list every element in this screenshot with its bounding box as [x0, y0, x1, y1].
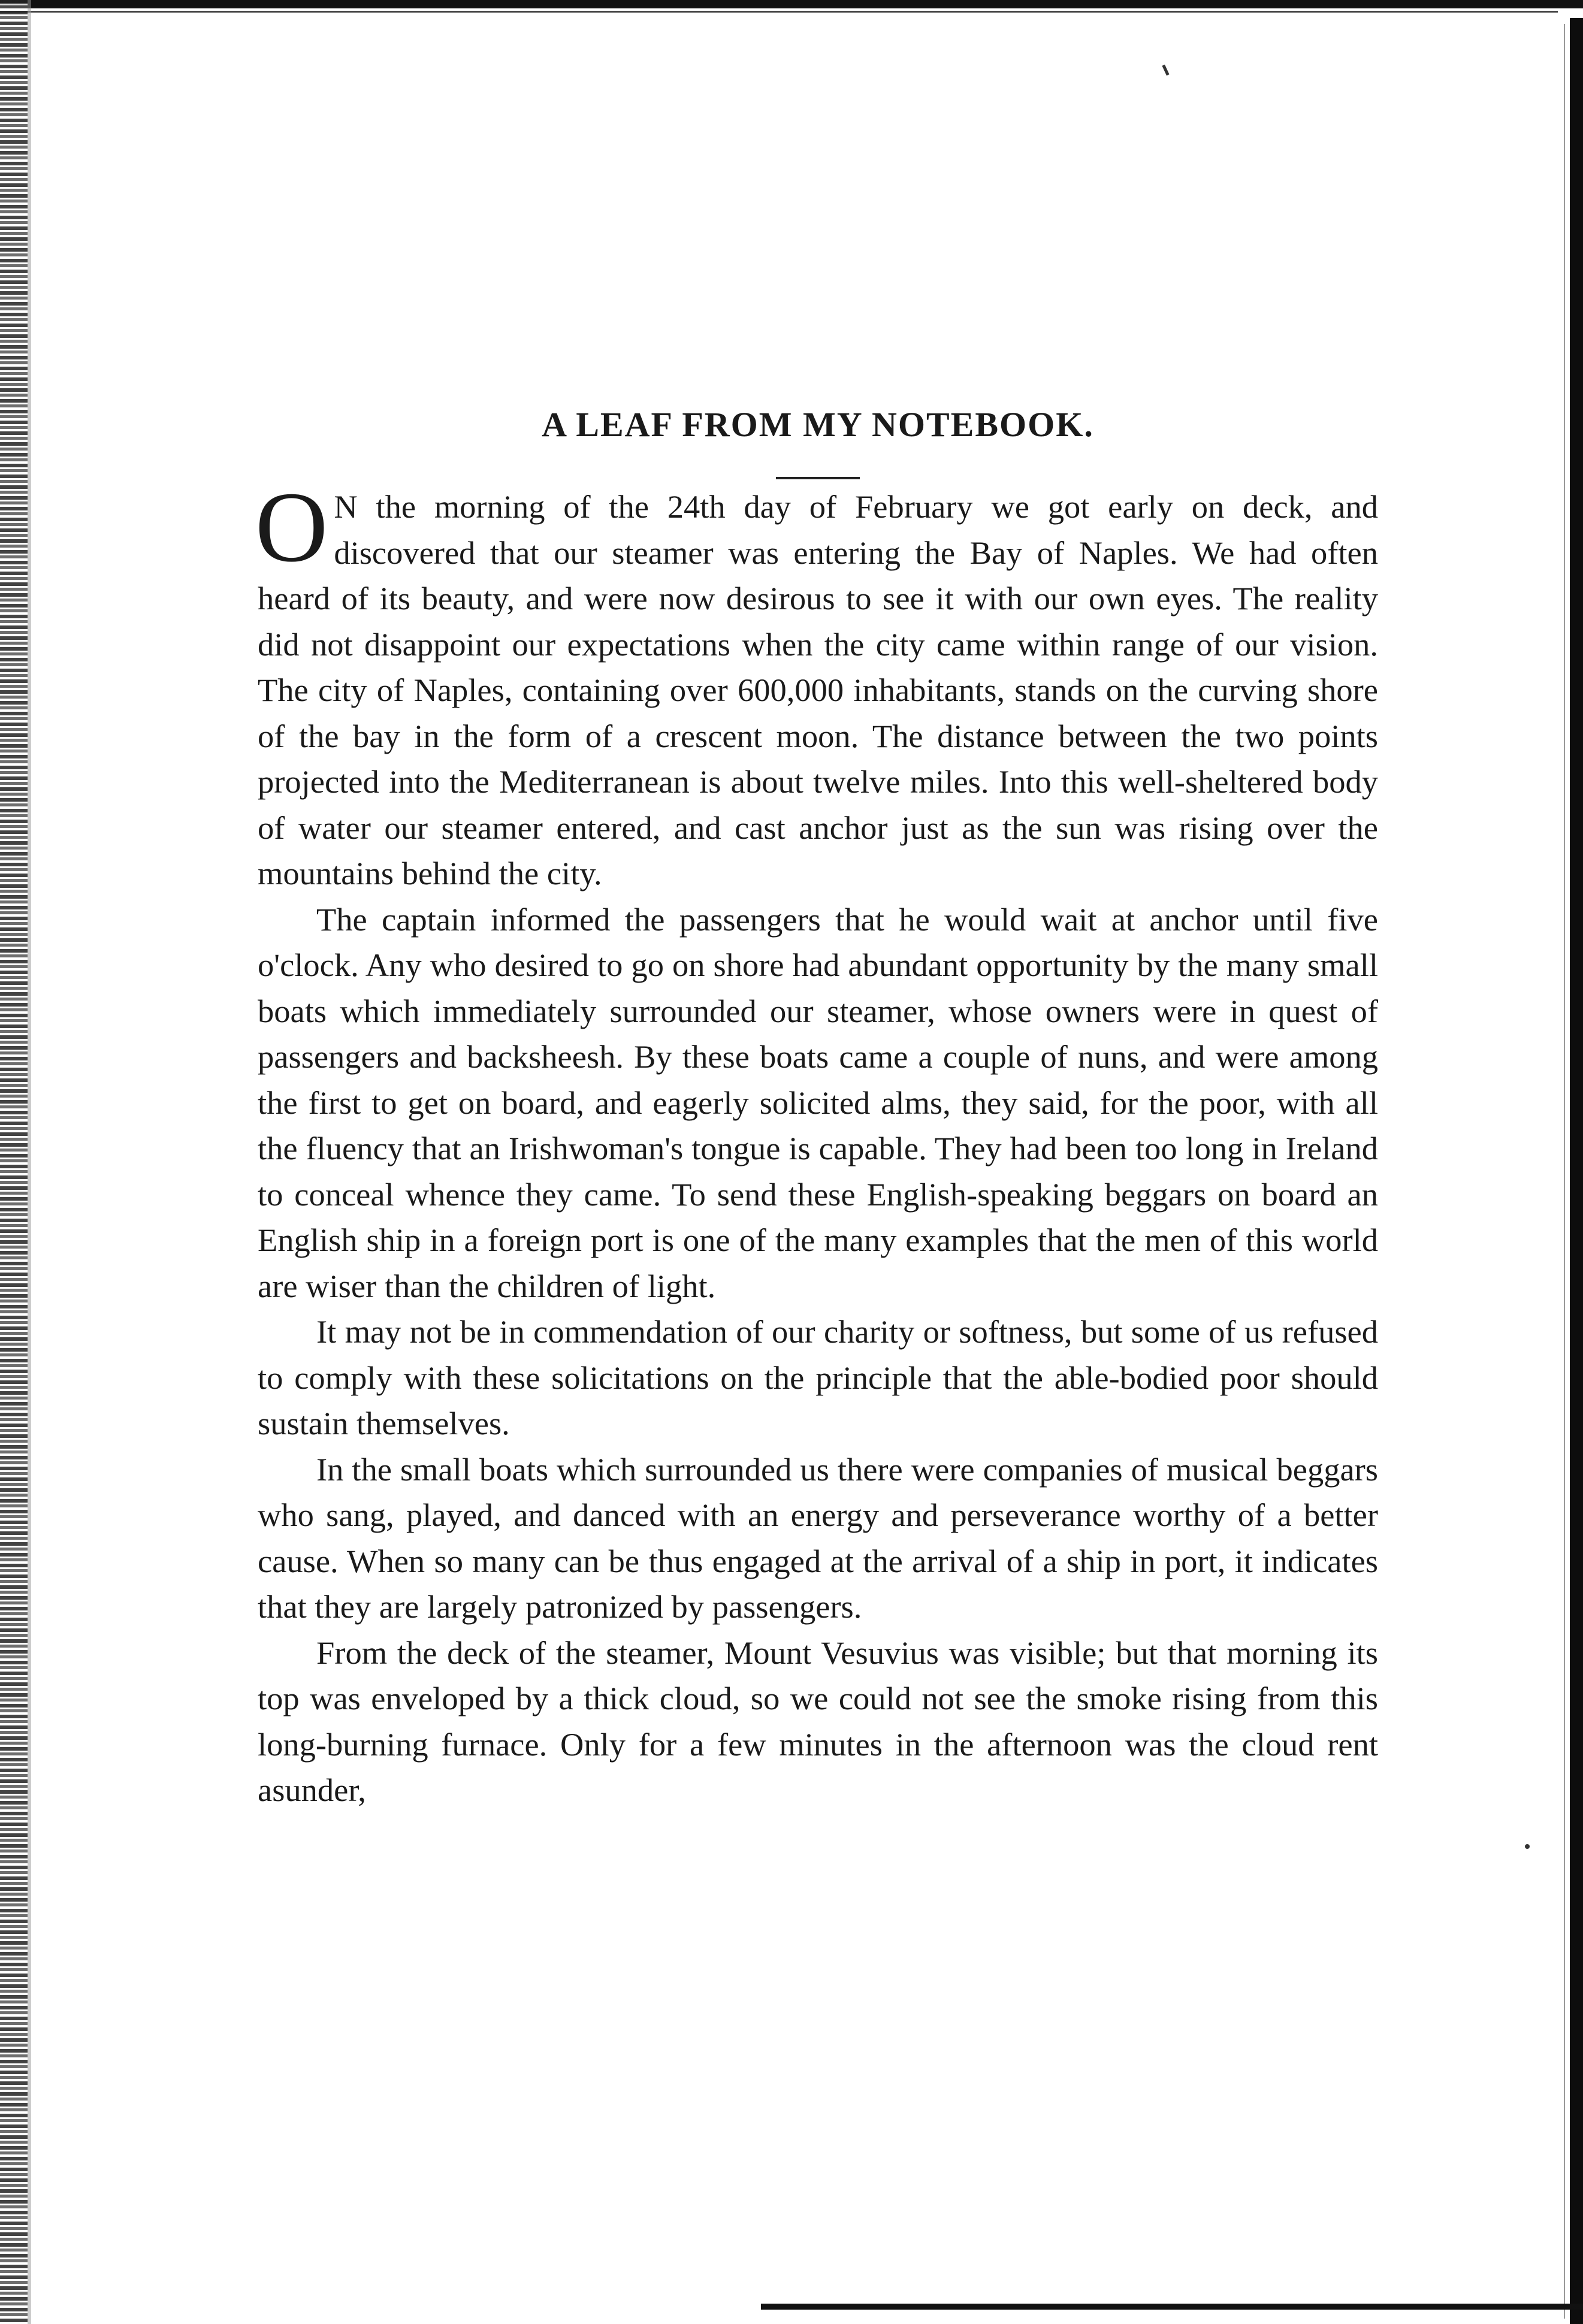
- scan-edge-left-inner: [28, 0, 31, 2324]
- page-title: A LEAF FROM MY NOTEBOOK.: [542, 405, 1094, 444]
- drop-cap: O: [255, 472, 328, 583]
- body-text: [255, 472, 1378, 1814]
- scan-edge-right: [1570, 18, 1583, 2324]
- scan-speck: [1525, 1844, 1530, 1849]
- scan-edge-left: [0, 0, 28, 2324]
- scan-edge-right-inner: [1564, 24, 1565, 2319]
- paragraph-2: The captain informed the passengers that he would wait at anchor until five o'clock. Any who desired to go on shore had abundant opportunity by the many small boats which immediately surrounded our steamer, whose owners were in quest of passengers and backsheesh. By these boats came a couple of nuns, and were among the first to get on board, and eagerly solicited alms, they said, for the poor, with all the fluency that an Irishwoman's tongue is capable. They had been too long in Ireland to conceal whence they came. To send these English-speaking beggars on board an English ship in a foreign port is one of the many examples that the men of this world are wiser than the children of light.: [258, 900, 1378, 1304]
- paragraph-4: In the small boats which surrounded us there were companies of musical beggars who sang, played, and danced with an energy and perseverance worthy of a better cause. When so many can be thus engaged at the arrival of a ship in port, it indicates that they are largely patronized by passengers.: [258, 1450, 1378, 1625]
- scan-edge-bottom: [761, 2304, 1583, 2310]
- paragraph-5: From the deck of the steamer, Mount Vesuvius was visible; but that morning its top was enveloped by a thick cloud, so we could not see the smoke rising from this long-burning furnace. Only for a few minutes in the afternoon was the cloud rent asunder,: [258, 1634, 1378, 1808]
- paragraph-3: It may not be in commendation of our charity or softness, but some of us refused to comply with these solicitations on the principle that the able-bodied poor should sustain themselves.: [258, 1313, 1378, 1441]
- paragraph-1: [255, 472, 1378, 897]
- paragraph-1-text: N the morning of the 24th day of February we got early on deck, and discovered that our steamer was entering the Bay of Naples. We had often heard of its beauty, and were now desirous to see it with our own eyes. The reality did not disappoint our expectations when the city came within range of our vision. The city of Naples, containing over 600,000 inhabitants, stands on the curving shore of the bay in the form of a crescent moon. The distance between the two points projected into the Mediterranean is about twelve miles. Into this well-sheltered body of water our steamer entered, and cast anchor just as the sun was rising over the mountains behind the city.: [258, 488, 1378, 891]
- scan-edge-top: [0, 0, 1583, 8]
- book-page: [255, 405, 1378, 1814]
- title-rule: [776, 477, 860, 479]
- scan-speck: [1162, 65, 1169, 75]
- scan-edge-top-shadow: [0, 11, 1558, 13]
